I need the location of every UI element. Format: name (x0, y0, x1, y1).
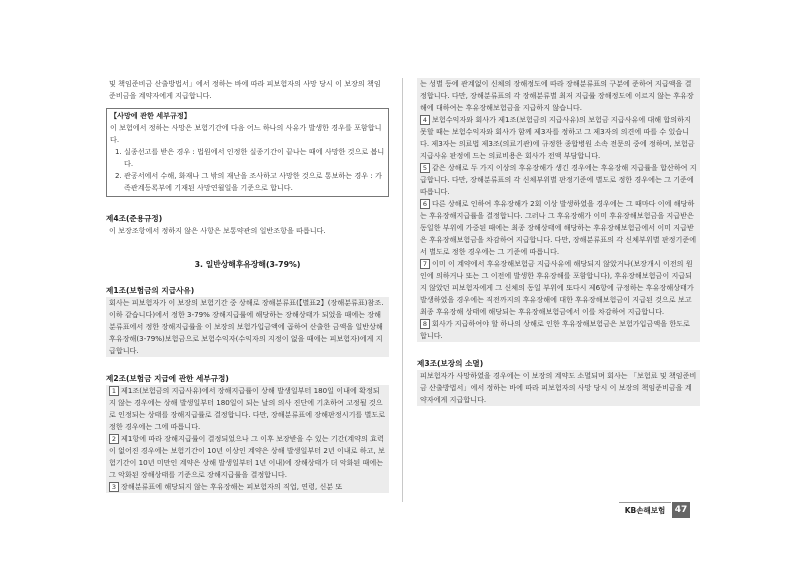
clause-item (109, 385, 386, 433)
article-2-continued (417, 78, 700, 342)
clause-item (420, 114, 697, 162)
clause-number-box: 5 (420, 163, 430, 173)
clause-number-box: 7 (420, 259, 430, 269)
clause-number-box: 2 (109, 434, 119, 444)
article-3-text: 피보험자가 사망하였을 경우에는 이 보장의 계약도 소멸되며 회사는 「보험료 및 책임준비금 산출방법서」에서 정하는 바에 따라 피보험자의 사망 당시 이 보장의 책임준비금을 계약자에게 지급합니다. (417, 370, 700, 406)
page-number: 47 (672, 502, 690, 518)
clause-text: 보험수익자와 회사가 제1조(보험금의 지급사유)의 보험금 지급사유에 대해 합의하지 못할 때는 보험수익자와 회사가 함께 제3자를 정하고 그 제3자의 의견에 따를 수 있습니다. 제3자는 의료법 제3조(의료기관)에 규정한 종합병원 소속 전문의 중에 정하며, 보험금 지급사유 판정에 드는 의료비용은 회사가 전액 부담합니다. (420, 115, 695, 160)
clause-item (109, 481, 386, 493)
clause-text: 제1항에 따라 장해지급률이 결정되었으나 그 이후 보장받을 수 있는 기간(계약의 효력이 없어진 경우에는 보험기간이 10년 이상인 계약은 상해 발생일부터 2년 이내로 하고, 보험기간이 10년 미만인 계약은 상해 발생일부터 1년 이내)에 장해상태가 더 악화된 때에는 그 악화된 장해상태를 기준으로 장해지급률을 결정합니다. (109, 434, 385, 479)
clause-number-box: 6 (420, 199, 430, 209)
footer-company: KB손해보험 (619, 502, 671, 519)
clause-text: 다른 상해로 인하여 후유장해가 2회 이상 발생하였을 경우에는 그 때마다 이에 해당하는 후유장해지급률을 결정합니다. 그러나 그 후유장해가 이미 후유장해보험금을 지급받은 동일한 부위에 가중된 때에는 최종 장해상태에 해당하는 후유장해보험금에서 이미 지급받은 후유장해보험금을 차감하여 지급합니다. 다만, 장해분류표의 각 신체부위별 판정기준에서 별도로 정한 경우에는 그 기준에 따릅니다. (420, 199, 697, 256)
article-4-text: 이 보장조항에서 정하지 않은 사항은 보통약관의 일반조항을 따릅니다. (109, 226, 326, 235)
clause-item (109, 433, 386, 481)
article-2-heading: 제2조(보험금 지급에 관한 세부규정) (106, 374, 229, 383)
death-rule-item: 2. 관공서에서 수해, 화재나 그 밖의 재난을 조사하고 사망한 것으로 통보하는 경우 : 가족관계등록부에 기재된 사망연월일을 기준으로 합니다. (124, 170, 385, 194)
clause-item (420, 258, 697, 318)
section-title: 3. 일반상해후유장해(3-79%) (194, 260, 301, 269)
death-rules-list (110, 146, 385, 194)
death-rule-item: 1. 실종선고를 받은 경우 : 법원에서 인정한 실종기간이 끝나는 때에 사망한 것으로 봅니다. (124, 146, 385, 170)
clause-text: 이미 이 계약에서 후유장해보험금 지급사유에 해당되지 않았거나(보장개시 이전의 원인에 의하거나 또는 그 이전에 발생한 후유장해를 포함합니다), 후유장해보험금이 지급되지 않았던 피보험자에게 그 신체의 동일 부위에 또다시 제6항에 규정하는 후유장해상태가 발생하였을 경우에는 직전까지의 후유장해에 대한 후유장해보험금이 지급된 것으로 보고 최종 후유장해 상태에 해당되는 후유장해보험금에서 이를 차감하여 지급합니다. (420, 259, 694, 316)
article-1-heading: 제1조(보험금의 지급사유) (106, 286, 195, 295)
article-1-text: 회사는 피보험자가 이 보장의 보험기간 중 상해로 장해분류표(【별표2】(장해분류표)참조. 이하 같습니다)에서 정한 3-79% 장해지급률에 해당하는 장해상태가 되었을 때에는 장해분류표에서 정한 장해지급률을 이 보장의 보험가입금액에 곱하여 산출한 금액을 일반상해후유장해(3-79%)보험금으로 보험수익자(수익자의 지정이 없을 때에는 피보험자)에게 지급합니다. (106, 297, 389, 357)
clause-text: 회사가 지급하여야 할 하나의 상해로 인한 후유장해보험금은 보험가입금액을 한도로 합니다. (420, 319, 690, 340)
clause-item (420, 318, 697, 342)
continued-text: 는 성별 등에 관계없이 신체의 장해정도에 따라 장해분류표의 구분에 준하여 지급액을 결정합니다. 다만, 장해분류표의 각 장해분류별 최저 지급률 장해정도에 이르지 않는 후유장해에 대하여는 후유장해보험금을 지급하지 않습니다. (420, 79, 694, 112)
death-rules-title: 【사망에 관한 세부규정】 (110, 111, 191, 120)
clause-number-box: 3 (109, 482, 119, 492)
clause-item (420, 198, 697, 258)
clause-number-box: 4 (420, 115, 430, 125)
article-3-heading: 제3조(보장의 소멸) (417, 359, 484, 368)
clause-text: 장해분류표에 해당되지 않는 후유장해는 피보험자의 직업, 연령, 신분 또 (121, 482, 343, 491)
article-4-heading: 제4조(준용규정) (106, 214, 163, 223)
column-divider (402, 78, 403, 502)
left-column (106, 78, 389, 493)
clause-item (420, 162, 697, 198)
death-rules-lead: 이 보험에서 정하는 사망은 보험기간에 다음 어느 하나의 사유가 발생한 경우를 포함합니다. (110, 123, 382, 144)
article-2-body (106, 385, 389, 493)
intro-paragraph: 및 책임준비금 산출방법서」에서 정하는 바에 따라 피보험자의 사망 당시 이 보장의 책임준비금을 계약자에게 지급합니다. (109, 79, 381, 100)
right-column (417, 78, 700, 406)
death-rules-box (106, 108, 389, 197)
clause-text: 같은 상해로 두 가지 이상의 후유장해가 생긴 경우에는 후유장해 지급률을 합산하여 지급합니다. 다만, 장해분류표의 각 신체부위별 판정기준에 별도로 정한 경우에는 그 기준에 따릅니다. (420, 163, 697, 196)
clause-number-box: 1 (109, 386, 119, 396)
clause-text: 제1조(보험금의 지급사유)에서 장해지급률이 상해 발생일부터 180일 이내에 확정되지 않는 경우에는 상해 발생일부터 180일이 되는 날의 의사 진단에 기초하여 고정될 것으로 인정되는 상태를 장해지급률로 결정합니다. 다만, 장해분류표에 장해판정시기를 별도로 정한 경우에는 그에 따릅니다. (109, 386, 386, 431)
clause-number-box: 8 (420, 319, 430, 329)
